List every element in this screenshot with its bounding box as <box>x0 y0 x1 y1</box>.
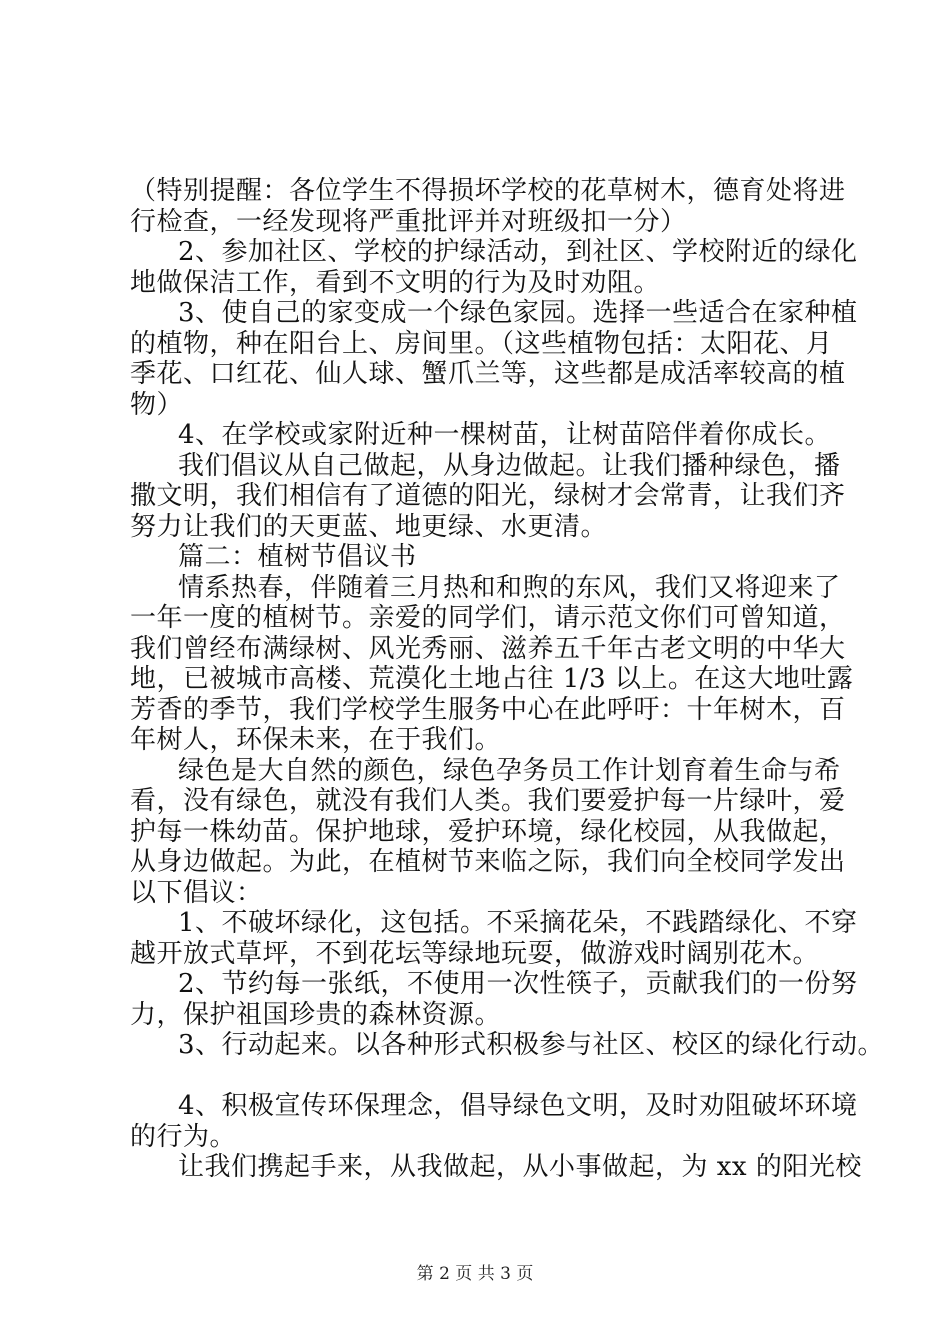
text-line: 4、在学校或家附近种一棵树苗，让树苗陪伴着你成长。 <box>178 420 832 450</box>
text-line: 篇二：植树节倡议书 <box>178 542 417 572</box>
text-line: 看，没有绿色，就没有我们人类。我们要爱护每一片绿叶，爱 <box>130 786 846 816</box>
text-line: 努力让我们的天更蓝、地更绿、水更清。 <box>130 511 608 542</box>
text-line: 4、积极宣传环保理念，倡导绿色文明，及时劝阻破坏环境 <box>178 1091 858 1121</box>
text-line: 行检查，一经发现将严重批评并对班级扣一分） <box>130 206 687 237</box>
text-line: 2、参加社区、学校的护绿活动，到社区、学校附近的绿化 <box>178 237 858 267</box>
text-line: 我们曾经布满绿树、风光秀丽、滋养五千年古老文明的中华大 <box>130 633 846 664</box>
text-line: 的行为。 <box>130 1121 237 1152</box>
text-line: 季花、口红花、仙人球、蟹爪兰等，这些都是成活率较高的植 <box>130 359 846 389</box>
text-line: 以下倡议： <box>130 877 263 908</box>
text-line: 地做保洁工作，看到不文明的行为及时劝阻。 <box>130 267 661 298</box>
text-line: 一年一度的植树节。亲爱的同学们，请示范文你们可曾知道， <box>130 603 846 633</box>
text-line: 地，已被城市高楼、荒漠化土地占往 1/3 以上。在这大地吐露 <box>130 664 854 694</box>
text-line: 年树人，环保未来，在于我们。 <box>130 725 502 755</box>
text-line: 3、行动起来。以各种形式积极参与社区、校区的绿化行动。 <box>178 1030 885 1060</box>
text-line: 让我们携起手来，从我做起，从小事做起，为 xx 的阳光校 <box>178 1152 862 1182</box>
text-line: 情系热春，伴随着三月热和和煦的东风，我们又将迎来了 <box>178 572 841 603</box>
text-line: 的植物，种在阳台上、房间里。（这些植物包括：太阳花、月 <box>130 328 833 359</box>
text-line: （特别提醒：各位学生不得损坏学校的花草树木，德育处将进 <box>130 176 846 206</box>
text-line: 力，保护祖国珍贵的森林资源。 <box>130 999 502 1030</box>
text-line: 从身边做起。为此，在植树节来临之际，我们向全校同学发出 <box>130 847 846 877</box>
text-line: 越开放式草坪，不到花坛等绿地玩耍，做游戏时阔别花木。 <box>130 938 820 969</box>
document-body <box>130 176 885 1183</box>
text-line: 3、使自己的家变成一个绿色家园。选择一些适合在家种植 <box>178 298 858 328</box>
text-line: 物） <box>130 389 184 420</box>
page-number: 第 2 页 共 3 页 <box>416 1264 534 1284</box>
text-line: 撒文明，我们相信有了道德的阳光，绿树才会常青，让我们齐 <box>130 481 846 511</box>
text-line: 2、节约每一张纸，不使用一次性筷子，贡献我们的一份努 <box>178 969 858 999</box>
blank-line <box>130 1061 850 1092</box>
text-line: 护每一株幼苗。保护地球，爱护环境，绿化校园，从我做起， <box>130 816 846 847</box>
text-line: 1、不破坏绿化，这包括。不采摘花朵，不践踏绿化、不穿 <box>178 908 858 938</box>
text-line: 芳香的季节，我们学校学生服务中心在此呼吁：十年树木，百 <box>130 694 846 725</box>
text-line: 我们倡议从自己做起，从身边做起。让我们播种绿色，播 <box>178 450 841 481</box>
text-line: 绿色是大自然的颜色，绿色孕务员工作计划育着生命与希 <box>178 755 841 786</box>
page-footer <box>0 1264 950 1284</box>
